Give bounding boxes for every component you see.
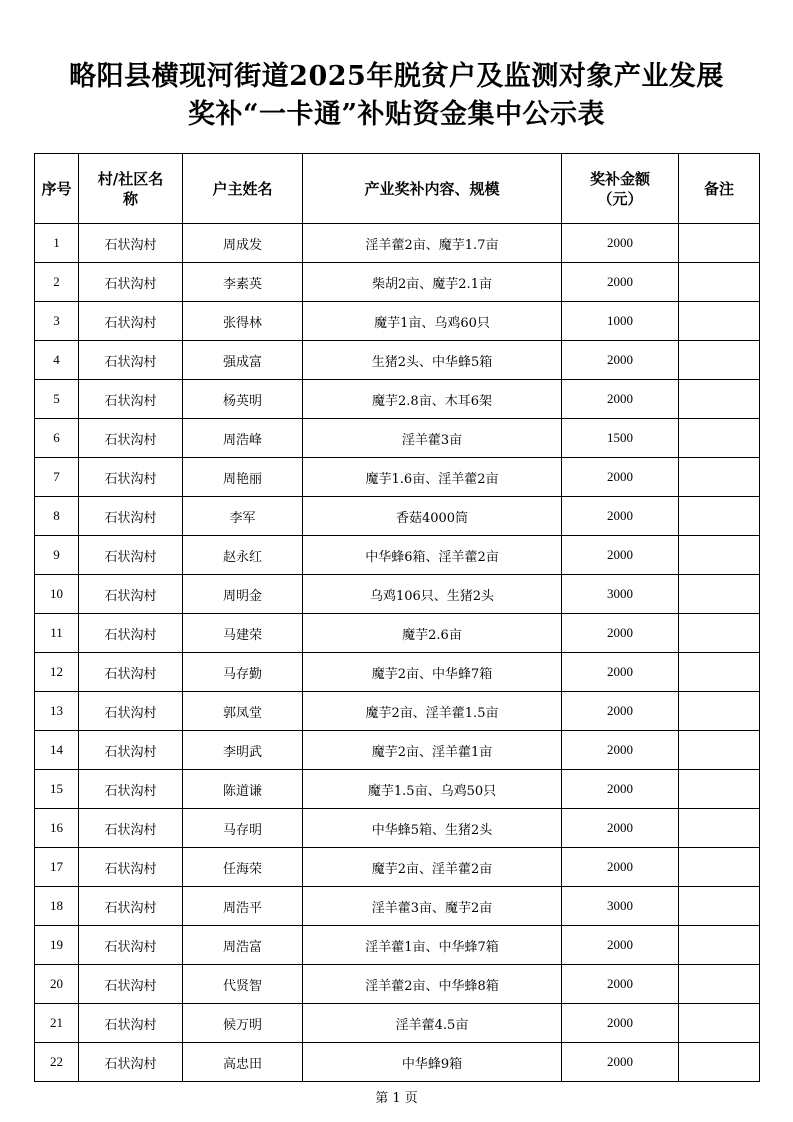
table-header-row: [35, 154, 760, 224]
cell-no: 21: [35, 1004, 79, 1043]
cell-content: 魔芋2亩、淫羊藿2亩: [303, 848, 562, 887]
cell-householder: 杨英明: [183, 380, 303, 419]
cell-householder: 陈道谦: [183, 770, 303, 809]
cell-village: 石状沟村: [79, 965, 183, 1004]
cell-householder: 周浩峰: [183, 419, 303, 458]
table-row: [35, 458, 760, 497]
cell-remark: [679, 809, 760, 848]
cell-householder: 马存勤: [183, 653, 303, 692]
cell-householder: 马存明: [183, 809, 303, 848]
table-row: [35, 536, 760, 575]
cell-village: 石状沟村: [79, 1004, 183, 1043]
cell-amount: 2000: [562, 965, 679, 1004]
cell-content: 魔芋1.6亩、淫羊藿2亩: [303, 458, 562, 497]
cell-amount: 2000: [562, 848, 679, 887]
cell-content: 淫羊藿4.5亩: [303, 1004, 562, 1043]
cell-householder: 周浩平: [183, 887, 303, 926]
table-row: [35, 263, 760, 302]
cell-amount: 2000: [562, 770, 679, 809]
cell-content: 魔芋1.5亩、乌鸡50只: [303, 770, 562, 809]
table-row: [35, 731, 760, 770]
document-title: [0, 58, 793, 134]
cell-householder: 李明武: [183, 731, 303, 770]
cell-content: 淫羊藿1亩、中华蜂7箱: [303, 926, 562, 965]
cell-remark: [679, 614, 760, 653]
cell-content: 魔芋2.8亩、木耳6架: [303, 380, 562, 419]
cell-content: 淫羊藿2亩、中华蜂8箱: [303, 965, 562, 1004]
table-row: [35, 848, 760, 887]
cell-amount: 2000: [562, 809, 679, 848]
cell-no: 7: [35, 458, 79, 497]
cell-content: 淫羊藿3亩: [303, 419, 562, 458]
cell-householder: 强成富: [183, 341, 303, 380]
table-row: [35, 809, 760, 848]
table-body: [35, 224, 760, 1082]
cell-no: 18: [35, 887, 79, 926]
title-line-1: 略阳县横现河街道2025年脱贫户及监测对象产业发展: [69, 61, 724, 92]
cell-remark: [679, 536, 760, 575]
cell-amount: 2000: [562, 653, 679, 692]
cell-no: 20: [35, 965, 79, 1004]
cell-village: 石状沟村: [79, 497, 183, 536]
table-row: [35, 575, 760, 614]
cell-amount: 2000: [562, 263, 679, 302]
cell-amount: 2000: [562, 536, 679, 575]
page-number: 第 1 页: [375, 1091, 418, 1106]
cell-remark: [679, 224, 760, 263]
cell-amount: 2000: [562, 458, 679, 497]
cell-amount: 1000: [562, 302, 679, 341]
cell-householder: 周艳丽: [183, 458, 303, 497]
table-row: [35, 419, 760, 458]
cell-no: 15: [35, 770, 79, 809]
cell-no: 4: [35, 341, 79, 380]
cell-remark: [679, 302, 760, 341]
cell-village: 石状沟村: [79, 848, 183, 887]
cell-remark: [679, 575, 760, 614]
cell-village: 石状沟村: [79, 692, 183, 731]
cell-content: 柴胡2亩、魔芋2.1亩: [303, 263, 562, 302]
cell-no: 5: [35, 380, 79, 419]
cell-amount: 2000: [562, 341, 679, 380]
cell-remark: [679, 263, 760, 302]
cell-no: 17: [35, 848, 79, 887]
cell-no: 2: [35, 263, 79, 302]
cell-village: 石状沟村: [79, 224, 183, 263]
cell-remark: [679, 380, 760, 419]
cell-amount: 2000: [562, 926, 679, 965]
cell-householder: 张得林: [183, 302, 303, 341]
cell-content: 淫羊藿3亩、魔芋2亩: [303, 887, 562, 926]
cell-amount: 2000: [562, 731, 679, 770]
cell-householder: 李素英: [183, 263, 303, 302]
cell-village: 石状沟村: [79, 419, 183, 458]
header-village-label: 村/社区名称: [97, 169, 164, 208]
table-row: [35, 926, 760, 965]
cell-content: 魔芋2亩、淫羊藿1.5亩: [303, 692, 562, 731]
table-row: [35, 653, 760, 692]
cell-no: 14: [35, 731, 79, 770]
table-row: [35, 887, 760, 926]
cell-remark: [679, 419, 760, 458]
cell-householder: 马建荣: [183, 614, 303, 653]
cell-village: 石状沟村: [79, 614, 183, 653]
cell-village: 石状沟村: [79, 1043, 183, 1082]
cell-no: 10: [35, 575, 79, 614]
cell-content: 魔芋2.6亩: [303, 614, 562, 653]
table-row: [35, 497, 760, 536]
cell-village: 石状沟村: [79, 458, 183, 497]
cell-village: 石状沟村: [79, 770, 183, 809]
header-remark: 备注: [679, 154, 760, 224]
header-name: 户主姓名: [183, 154, 303, 224]
cell-no: 19: [35, 926, 79, 965]
cell-householder: 任海荣: [183, 848, 303, 887]
header-amount-label: 奖补金额（元）: [589, 169, 650, 208]
table-row: [35, 1004, 760, 1043]
cell-householder: 周浩富: [183, 926, 303, 965]
cell-content: 中华蜂9箱: [303, 1043, 562, 1082]
cell-content: 中华蜂6箱、淫羊藿2亩: [303, 536, 562, 575]
cell-village: 石状沟村: [79, 536, 183, 575]
cell-amount: 2000: [562, 692, 679, 731]
cell-no: 12: [35, 653, 79, 692]
cell-no: 11: [35, 614, 79, 653]
cell-no: 8: [35, 497, 79, 536]
cell-amount: 2000: [562, 614, 679, 653]
table-row: [35, 614, 760, 653]
table-row: [35, 380, 760, 419]
cell-householder: 周成发: [183, 224, 303, 263]
cell-village: 石状沟村: [79, 575, 183, 614]
cell-content: 魔芋2亩、淫羊藿1亩: [303, 731, 562, 770]
cell-village: 石状沟村: [79, 263, 183, 302]
cell-amount: 2000: [562, 1004, 679, 1043]
cell-no: 22: [35, 1043, 79, 1082]
cell-no: 3: [35, 302, 79, 341]
cell-remark: [679, 653, 760, 692]
cell-remark: [679, 692, 760, 731]
cell-remark: [679, 926, 760, 965]
header-content: 产业奖补内容、规模: [303, 154, 562, 224]
subsidy-table: [34, 153, 760, 1082]
table-row: [35, 770, 760, 809]
cell-village: 石状沟村: [79, 653, 183, 692]
cell-remark: [679, 1004, 760, 1043]
cell-remark: [679, 1043, 760, 1082]
cell-village: 石状沟村: [79, 887, 183, 926]
cell-amount: 2000: [562, 1043, 679, 1082]
cell-amount: 3000: [562, 887, 679, 926]
cell-content: 淫羊藿2亩、魔芋1.7亩: [303, 224, 562, 263]
cell-householder: 周明金: [183, 575, 303, 614]
cell-no: 9: [35, 536, 79, 575]
cell-amount: 2000: [562, 224, 679, 263]
cell-village: 石状沟村: [79, 302, 183, 341]
cell-village: 石状沟村: [79, 809, 183, 848]
header-amount: [562, 154, 679, 224]
cell-amount: 1500: [562, 419, 679, 458]
cell-remark: [679, 965, 760, 1004]
cell-householder: 李军: [183, 497, 303, 536]
cell-remark: [679, 731, 760, 770]
cell-householder: 候万明: [183, 1004, 303, 1043]
cell-content: 中华蜂5箱、生猪2头: [303, 809, 562, 848]
table-row: [35, 692, 760, 731]
cell-village: 石状沟村: [79, 380, 183, 419]
table-row: [35, 1043, 760, 1082]
cell-remark: [679, 458, 760, 497]
table-row: [35, 341, 760, 380]
cell-householder: 郭凤堂: [183, 692, 303, 731]
cell-village: 石状沟村: [79, 926, 183, 965]
cell-remark: [679, 887, 760, 926]
cell-remark: [679, 497, 760, 536]
cell-content: 生猪2头、中华蜂5箱: [303, 341, 562, 380]
title-line-2: 奖补“一卡通”补贴资金集中公示表: [187, 99, 606, 130]
cell-no: 16: [35, 809, 79, 848]
table-row: [35, 302, 760, 341]
table-row: [35, 224, 760, 263]
cell-householder: 代贤智: [183, 965, 303, 1004]
cell-remark: [679, 770, 760, 809]
cell-remark: [679, 848, 760, 887]
cell-content: 乌鸡106只、生猪2头: [303, 575, 562, 614]
cell-amount: 2000: [562, 497, 679, 536]
cell-remark: [679, 341, 760, 380]
header-village: [79, 154, 183, 224]
cell-no: 1: [35, 224, 79, 263]
header-no: 序号: [35, 154, 79, 224]
cell-householder: 高忠田: [183, 1043, 303, 1082]
cell-village: 石状沟村: [79, 731, 183, 770]
cell-no: 13: [35, 692, 79, 731]
cell-householder: 赵永红: [183, 536, 303, 575]
cell-content: 香菇4000筒: [303, 497, 562, 536]
table-row: [35, 965, 760, 1004]
cell-no: 6: [35, 419, 79, 458]
cell-amount: 2000: [562, 380, 679, 419]
cell-content: 魔芋1亩、乌鸡60只: [303, 302, 562, 341]
cell-amount: 3000: [562, 575, 679, 614]
cell-village: 石状沟村: [79, 341, 183, 380]
cell-content: 魔芋2亩、中华蜂7箱: [303, 653, 562, 692]
